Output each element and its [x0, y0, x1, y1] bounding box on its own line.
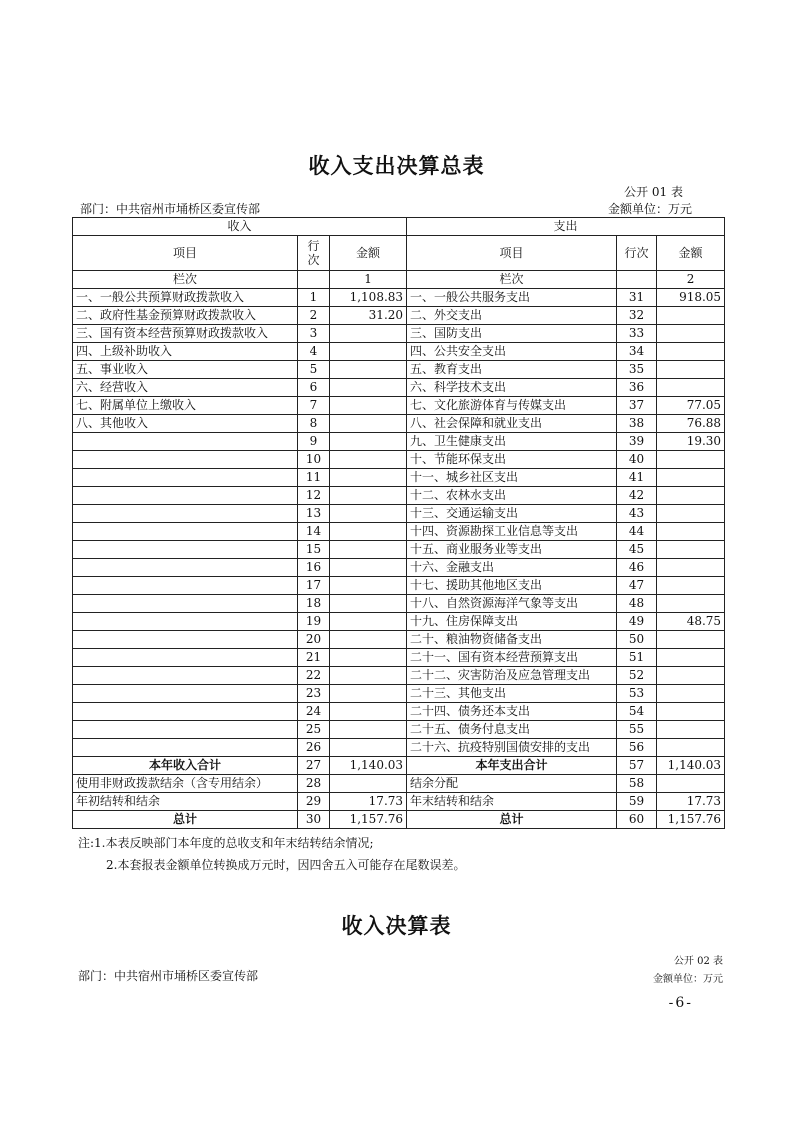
notes	[78, 832, 465, 876]
income-amount-cell	[330, 343, 407, 361]
expense-item-cell: 六、科学技术支出	[407, 379, 617, 397]
income-amount-cell	[330, 415, 407, 433]
expense-rowno-cell: 60	[617, 811, 657, 829]
expense-item-cell: 十、节能环保支出	[407, 451, 617, 469]
income-rowno-cell: 4	[298, 343, 330, 361]
expense-item-cell: 二十三、其他支出	[407, 685, 617, 703]
expense-rowno-cell: 43	[617, 505, 657, 523]
expense-rowno-cell: 38	[617, 415, 657, 433]
income-amount-cell	[330, 721, 407, 739]
expense-rowno-cell: 51	[617, 649, 657, 667]
table-row	[73, 451, 725, 469]
expense-rowno-cell: 55	[617, 721, 657, 739]
expense-amount-cell: 918.05	[657, 289, 725, 307]
income-rowno-cell: 27	[298, 757, 330, 775]
expense-item-cell: 二十二、灾害防治及应急管理支出	[407, 667, 617, 685]
expense-item-cell: 四、公共安全支出	[407, 343, 617, 361]
expense-amount-header: 金额	[657, 236, 725, 271]
income-amount-cell	[330, 469, 407, 487]
income-rowno-cell: 22	[298, 667, 330, 685]
table-code: 公开 01 表	[624, 185, 683, 199]
table-row	[73, 361, 725, 379]
note-2: 2.本套报表金额单位转换成万元时，因四舍五入可能存在尾数误差。	[106, 858, 466, 872]
income-rowno-cell: 12	[298, 487, 330, 505]
lanci-col2: 2	[657, 271, 725, 289]
expense-amount-cell	[657, 541, 725, 559]
income-item-cell	[73, 541, 298, 559]
income-amount-cell	[330, 523, 407, 541]
expense-item-cell: 十六、金融支出	[407, 559, 617, 577]
page-title: 收入支出决算总表	[308, 154, 485, 178]
table-row	[73, 487, 725, 505]
header-row-columns	[73, 236, 725, 271]
income-rowno-cell: 3	[298, 325, 330, 343]
header-row-sections	[73, 218, 725, 236]
income-item-cell: 本年收入合计	[73, 757, 298, 775]
income-rowno-cell: 28	[298, 775, 330, 793]
expense-rowno-cell: 47	[617, 577, 657, 595]
expense-item-cell: 十九、住房保障支出	[407, 613, 617, 631]
income-item-cell	[73, 703, 298, 721]
table-row	[73, 379, 725, 397]
expense-item-cell: 二、外交支出	[407, 307, 617, 325]
table-row	[73, 703, 725, 721]
expense-item-header: 项目	[407, 236, 617, 271]
expense-item-cell: 十五、商业服务业等支出	[407, 541, 617, 559]
expense-amount-cell	[657, 703, 725, 721]
income-rowno-cell: 10	[298, 451, 330, 469]
income-rowno-cell: 30	[298, 811, 330, 829]
expense-item-cell: 二十、粮油物资储备支出	[407, 631, 617, 649]
expense-rowno-cell: 33	[617, 325, 657, 343]
expense-rowno-cell: 50	[617, 631, 657, 649]
expense-amount-cell	[657, 649, 725, 667]
expense-item-cell: 二十一、国有资本经营预算支出	[407, 649, 617, 667]
expense-item-cell: 九、卫生健康支出	[407, 433, 617, 451]
income-amount-cell	[330, 361, 407, 379]
expense-amount-cell: 77.05	[657, 397, 725, 415]
expense-item-cell: 总计	[407, 811, 617, 829]
income-item-cell: 总计	[73, 811, 298, 829]
expense-item-cell: 八、社会保障和就业支出	[407, 415, 617, 433]
expense-item-cell: 二十六、抗疫特别国债安排的支出	[407, 739, 617, 757]
income-rowno-cell: 2	[298, 307, 330, 325]
table-row	[73, 433, 725, 451]
income-rowno-text: 行次	[307, 239, 320, 267]
income-amount-cell: 1,140.03	[330, 757, 407, 775]
income-item-cell	[73, 451, 298, 469]
table-row	[73, 343, 725, 361]
income-rowno-cell: 5	[298, 361, 330, 379]
page-number: -6-	[668, 995, 693, 1011]
income-rowno-cell: 9	[298, 433, 330, 451]
expense-amount-cell	[657, 775, 725, 793]
income-item-cell	[73, 505, 298, 523]
table-row	[73, 595, 725, 613]
income-item-cell	[73, 577, 298, 595]
next-table-title: 收入决算表	[341, 914, 452, 938]
income-amount-cell	[330, 667, 407, 685]
expense-amount-cell	[657, 577, 725, 595]
table-row	[73, 793, 725, 811]
expense-item-cell: 年末结转和结余	[407, 793, 617, 811]
table-row	[73, 523, 725, 541]
expense-rowno-cell: 32	[617, 307, 657, 325]
income-amount-cell	[330, 649, 407, 667]
expense-amount-cell: 17.73	[657, 793, 725, 811]
income-amount-cell	[330, 703, 407, 721]
expense-amount-cell	[657, 523, 725, 541]
income-rowno-cell: 19	[298, 613, 330, 631]
expense-item-cell: 十四、资源勘探工业信息等支出	[407, 523, 617, 541]
income-amount-cell	[330, 613, 407, 631]
income-amount-cell: 31.20	[330, 307, 407, 325]
expense-rowno-cell: 40	[617, 451, 657, 469]
income-amount-cell	[330, 541, 407, 559]
income-rowno-cell: 15	[298, 541, 330, 559]
table-row	[73, 577, 725, 595]
expense-amount-cell	[657, 307, 725, 325]
income-item-cell	[73, 739, 298, 757]
expense-amount-cell: 48.75	[657, 613, 725, 631]
income-amount-cell	[330, 379, 407, 397]
income-rowno-cell: 23	[298, 685, 330, 703]
income-item-cell	[73, 487, 298, 505]
expense-item-cell: 三、国防支出	[407, 325, 617, 343]
expense-rowno-cell: 41	[617, 469, 657, 487]
expense-rowno-header: 行次	[617, 236, 657, 271]
expense-item-cell: 十七、援助其他地区支出	[407, 577, 617, 595]
lanci-empty	[617, 271, 657, 289]
lanci-label-expense: 栏次	[407, 271, 617, 289]
expense-rowno-cell: 58	[617, 775, 657, 793]
income-rowno-cell: 13	[298, 505, 330, 523]
income-rowno-cell: 1	[298, 289, 330, 307]
expense-amount-cell	[657, 487, 725, 505]
income-item-cell: 七、附属单位上缴收入	[73, 397, 298, 415]
lanci-row	[73, 271, 725, 289]
income-amount-cell	[330, 739, 407, 757]
expense-rowno-cell: 36	[617, 379, 657, 397]
income-item-cell: 四、上级补助收入	[73, 343, 298, 361]
income-item-cell: 使用非财政拨款结余（含专用结余）	[73, 775, 298, 793]
income-rowno-cell: 16	[298, 559, 330, 577]
table-row	[73, 469, 725, 487]
expense-item-cell: 七、文化旅游体育与传媒支出	[407, 397, 617, 415]
next-unit-label: 金额单位：万元	[653, 974, 723, 985]
income-rowno-cell: 6	[298, 379, 330, 397]
department-label: 部门：中共宿州市埇桥区委宣传部	[80, 202, 261, 216]
expense-item-cell: 十一、城乡社区支出	[407, 469, 617, 487]
expense-rowno-cell: 39	[617, 433, 657, 451]
expense-rowno-cell: 56	[617, 739, 657, 757]
income-rowno-cell: 20	[298, 631, 330, 649]
income-amount-cell: 17.73	[330, 793, 407, 811]
note-1: 注:1.本表反映部门本年度的总收支和年末结转结余情况;	[78, 836, 374, 850]
income-amount-header: 金额	[330, 236, 407, 271]
expense-rowno-cell: 45	[617, 541, 657, 559]
income-item-header: 项目	[73, 236, 298, 271]
table-row	[73, 397, 725, 415]
table-row	[73, 775, 725, 793]
expense-rowno-cell: 35	[617, 361, 657, 379]
expense-amount-cell: 1,157.76	[657, 811, 725, 829]
income-amount-cell	[330, 775, 407, 793]
income-amount-cell	[330, 397, 407, 415]
table-row	[73, 415, 725, 433]
expense-item-cell: 十三、交通运输支出	[407, 505, 617, 523]
income-rowno-header	[298, 236, 330, 271]
table-row	[73, 649, 725, 667]
expense-amount-cell	[657, 361, 725, 379]
income-item-cell: 二、政府性基金预算财政拨款收入	[73, 307, 298, 325]
expense-rowno-cell: 59	[617, 793, 657, 811]
expense-amount-cell	[657, 469, 725, 487]
expense-header: 支出	[407, 218, 725, 236]
income-item-cell	[73, 433, 298, 451]
expense-amount-cell	[657, 343, 725, 361]
income-rowno-cell: 8	[298, 415, 330, 433]
expense-amount-cell: 19.30	[657, 433, 725, 451]
income-rowno-cell: 29	[298, 793, 330, 811]
expense-item-cell: 一、一般公共服务支出	[407, 289, 617, 307]
expense-amount-cell	[657, 505, 725, 523]
expense-item-cell: 二十四、债务还本支出	[407, 703, 617, 721]
expense-amount-cell	[657, 595, 725, 613]
table-row	[73, 505, 725, 523]
expense-amount-cell	[657, 379, 725, 397]
income-amount-cell	[330, 505, 407, 523]
expense-amount-cell	[657, 667, 725, 685]
income-amount-cell	[330, 433, 407, 451]
income-amount-cell	[330, 325, 407, 343]
expense-amount-cell	[657, 325, 725, 343]
table-row	[73, 559, 725, 577]
lanci-col1: 1	[330, 271, 407, 289]
income-rowno-cell: 17	[298, 577, 330, 595]
income-header: 收入	[73, 218, 407, 236]
lanci-label-income: 栏次	[73, 271, 298, 289]
income-amount-cell: 1,157.76	[330, 811, 407, 829]
expense-amount-cell	[657, 631, 725, 649]
expense-item-cell: 二十五、债务付息支出	[407, 721, 617, 739]
income-item-cell	[73, 613, 298, 631]
income-item-cell: 五、事业收入	[73, 361, 298, 379]
expense-amount-cell	[657, 559, 725, 577]
income-rowno-cell: 7	[298, 397, 330, 415]
income-item-cell: 八、其他收入	[73, 415, 298, 433]
expense-rowno-cell: 37	[617, 397, 657, 415]
table-row	[73, 541, 725, 559]
expense-rowno-cell: 53	[617, 685, 657, 703]
income-item-cell: 三、国有资本经营预算财政拨款收入	[73, 325, 298, 343]
income-item-cell: 年初结转和结余	[73, 793, 298, 811]
income-item-cell	[73, 685, 298, 703]
table-row	[73, 811, 725, 829]
table-row	[73, 307, 725, 325]
income-rowno-cell: 21	[298, 649, 330, 667]
income-rowno-cell: 26	[298, 739, 330, 757]
expense-rowno-cell: 42	[617, 487, 657, 505]
lanci-empty	[298, 271, 330, 289]
income-amount-cell	[330, 451, 407, 469]
table-row	[73, 325, 725, 343]
income-amount-cell	[330, 595, 407, 613]
income-amount-cell	[330, 487, 407, 505]
income-rowno-cell: 25	[298, 721, 330, 739]
income-item-cell	[73, 721, 298, 739]
income-item-cell: 六、经营收入	[73, 379, 298, 397]
income-rowno-cell: 18	[298, 595, 330, 613]
expense-amount-cell	[657, 685, 725, 703]
expense-rowno-cell: 46	[617, 559, 657, 577]
income-amount-cell	[330, 577, 407, 595]
income-amount-cell	[330, 559, 407, 577]
next-table-code: 公开 02 表	[673, 956, 723, 967]
income-rowno-cell: 11	[298, 469, 330, 487]
table-row	[73, 667, 725, 685]
expense-rowno-cell: 52	[617, 667, 657, 685]
expense-rowno-cell: 34	[617, 343, 657, 361]
income-item-cell	[73, 649, 298, 667]
table-row	[73, 631, 725, 649]
expense-item-cell: 十二、农林水支出	[407, 487, 617, 505]
income-amount-cell	[330, 685, 407, 703]
table-row	[73, 739, 725, 757]
expense-amount-cell	[657, 721, 725, 739]
expense-item-cell: 五、教育支出	[407, 361, 617, 379]
expense-amount-cell	[657, 739, 725, 757]
table-row	[73, 289, 725, 307]
expense-item-cell: 结余分配	[407, 775, 617, 793]
table-row	[73, 613, 725, 631]
expense-rowno-cell: 49	[617, 613, 657, 631]
income-rowno-cell: 14	[298, 523, 330, 541]
expense-amount-cell: 76.88	[657, 415, 725, 433]
expense-rowno-cell: 31	[617, 289, 657, 307]
expense-amount-cell: 1,140.03	[657, 757, 725, 775]
income-item-cell	[73, 523, 298, 541]
income-rowno-cell: 24	[298, 703, 330, 721]
table-row	[73, 757, 725, 775]
income-item-cell: 一、一般公共预算财政拨款收入	[73, 289, 298, 307]
expense-amount-cell	[657, 451, 725, 469]
table-row	[73, 685, 725, 703]
expense-rowno-cell: 48	[617, 595, 657, 613]
next-department-label: 部门：中共宿州市埇桥区委宣传部	[78, 969, 259, 983]
table-row	[73, 721, 725, 739]
summary-table	[72, 217, 725, 829]
expense-item-cell: 本年支出合计	[407, 757, 617, 775]
unit-label: 金额单位：万元	[607, 202, 692, 216]
income-item-cell	[73, 469, 298, 487]
income-item-cell	[73, 667, 298, 685]
expense-rowno-cell: 57	[617, 757, 657, 775]
income-amount-cell	[330, 631, 407, 649]
income-item-cell	[73, 631, 298, 649]
income-item-cell	[73, 559, 298, 577]
income-amount-cell: 1,108.83	[330, 289, 407, 307]
expense-rowno-cell: 54	[617, 703, 657, 721]
income-item-cell	[73, 595, 298, 613]
expense-rowno-cell: 44	[617, 523, 657, 541]
expense-item-cell: 十八、自然资源海洋气象等支出	[407, 595, 617, 613]
